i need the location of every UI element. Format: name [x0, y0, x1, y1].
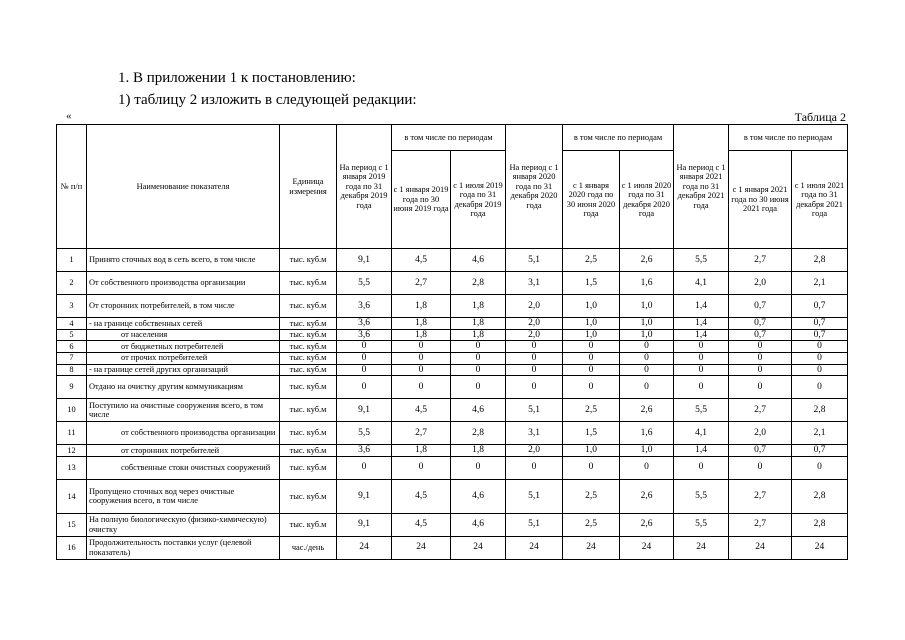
value-cell: 1,6 — [620, 422, 674, 445]
value-cell: 2,0 — [506, 295, 563, 318]
value-cell: 1,0 — [620, 329, 674, 341]
value-cell: 4,6 — [451, 399, 506, 422]
wastewater-table — [56, 124, 848, 560]
table-row — [57, 341, 848, 353]
header-unit: Единица измерения — [280, 125, 337, 249]
value-cell: 2,6 — [620, 399, 674, 422]
value-cell: 2,8 — [792, 513, 848, 536]
value-cell: 0,7 — [729, 318, 792, 330]
unit-cell: тыс. куб.м — [280, 352, 337, 364]
header-period-2021: На период с 1 января 2021 года по 31 декабря 2021 года — [674, 125, 729, 249]
header-h2-2021: с 1 июля 2021 года по 31 декабря 2021 года — [792, 151, 848, 249]
value-cell: 0 — [337, 364, 392, 376]
value-cell: 0 — [392, 352, 451, 364]
table-row — [57, 295, 848, 318]
value-cell: 24 — [729, 536, 792, 559]
value-cell: 3,1 — [506, 422, 563, 445]
value-cell: 4,5 — [392, 479, 451, 513]
header-period-2019: На период с 1 января 2019 года по 31 декабря 2019 года — [337, 125, 392, 249]
value-cell: 0 — [792, 456, 848, 479]
indicator-name: Продолжительность поставки услуг (целевой показатель) — [87, 536, 280, 559]
indicator-name: от сторонних потребителей — [87, 445, 280, 457]
unit-cell: тыс. куб.м — [280, 456, 337, 479]
table-row — [57, 376, 848, 399]
row-number: 7 — [57, 352, 87, 364]
value-cell: 4,5 — [392, 399, 451, 422]
table-row — [57, 479, 848, 513]
value-cell: 24 — [337, 536, 392, 559]
value-cell: 1,8 — [451, 318, 506, 330]
indicator-name: от собственного производства организации — [87, 422, 280, 445]
value-cell: 0 — [620, 376, 674, 399]
value-cell: 0 — [337, 376, 392, 399]
table-row — [57, 249, 848, 272]
header-period-2020: На период с 1 января 2020 года по 31 декабря 2020 года — [506, 125, 563, 249]
row-number: 3 — [57, 295, 87, 318]
value-cell: 1,8 — [392, 295, 451, 318]
value-cell: 1,8 — [392, 318, 451, 330]
table-row — [57, 513, 848, 536]
value-cell: 9,1 — [337, 479, 392, 513]
unit-cell: тыс. куб.м — [280, 445, 337, 457]
value-cell: 0 — [792, 364, 848, 376]
indicator-name: от прочих потребителей — [87, 352, 280, 364]
value-cell: 24 — [620, 536, 674, 559]
value-cell: 1,8 — [392, 445, 451, 457]
value-cell: 1,5 — [563, 272, 620, 295]
value-cell: 0 — [392, 456, 451, 479]
value-cell: 2,7 — [729, 513, 792, 536]
value-cell: 0 — [506, 341, 563, 353]
value-cell: 5,5 — [674, 479, 729, 513]
value-cell: 1,4 — [674, 318, 729, 330]
value-cell: 0 — [451, 364, 506, 376]
value-cell: 1,0 — [620, 318, 674, 330]
table-row — [57, 445, 848, 457]
row-number: 11 — [57, 422, 87, 445]
value-cell: 2,0 — [506, 329, 563, 341]
value-cell: 1,8 — [392, 329, 451, 341]
indicator-name: - на границе сетей других организаций — [87, 364, 280, 376]
value-cell: 0 — [451, 456, 506, 479]
value-cell: 24 — [674, 536, 729, 559]
row-number: 2 — [57, 272, 87, 295]
value-cell: 0 — [451, 341, 506, 353]
opening-quote: « — [66, 110, 72, 122]
value-cell: 1,0 — [563, 295, 620, 318]
value-cell: 1,4 — [674, 329, 729, 341]
table-row — [57, 422, 848, 445]
value-cell: 5,1 — [506, 249, 563, 272]
row-number: 6 — [57, 341, 87, 353]
value-cell: 0 — [563, 341, 620, 353]
table-row — [57, 352, 848, 364]
value-cell: 2,5 — [563, 399, 620, 422]
value-cell: 2,0 — [729, 422, 792, 445]
value-cell: 1,8 — [451, 329, 506, 341]
value-cell: 3,6 — [337, 329, 392, 341]
value-cell: 0,7 — [792, 295, 848, 318]
unit-cell: час./день — [280, 536, 337, 559]
amendment-subpoint-1: 1) таблицу 2 изложить в следующей редакции: — [118, 92, 417, 108]
table-row — [57, 456, 848, 479]
value-cell: 0 — [337, 341, 392, 353]
unit-cell: тыс. куб.м — [280, 341, 337, 353]
value-cell: 24 — [392, 536, 451, 559]
table-row — [57, 536, 848, 559]
indicator-name: От сторонних потребителей, в том числе — [87, 295, 280, 318]
indicator-name: На полную биологическую (физико-химическую) очистку — [87, 513, 280, 536]
value-cell: 1,0 — [620, 445, 674, 457]
row-number: 5 — [57, 329, 87, 341]
unit-cell: тыс. куб.м — [280, 376, 337, 399]
value-cell: 2,6 — [620, 513, 674, 536]
header-h1-2019: с 1 января 2019 года по 30 июня 2019 года — [392, 151, 451, 249]
indicator-name: Пропущено сточных вод через очистные сооружения всего, в том числе — [87, 479, 280, 513]
value-cell: 2,7 — [729, 399, 792, 422]
value-cell: 0,7 — [729, 329, 792, 341]
value-cell: 2,6 — [620, 249, 674, 272]
value-cell: 1,4 — [674, 295, 729, 318]
row-number: 13 — [57, 456, 87, 479]
value-cell: 0 — [563, 352, 620, 364]
value-cell: 0 — [563, 456, 620, 479]
row-number: 12 — [57, 445, 87, 457]
header-num: № п/п — [57, 125, 87, 249]
value-cell: 2,7 — [392, 422, 451, 445]
value-cell: 24 — [563, 536, 620, 559]
value-cell: 0 — [620, 352, 674, 364]
unit-cell: тыс. куб.м — [280, 364, 337, 376]
value-cell: 1,5 — [563, 422, 620, 445]
value-cell: 9,1 — [337, 249, 392, 272]
row-number: 14 — [57, 479, 87, 513]
value-cell: 1,4 — [674, 445, 729, 457]
value-cell: 5,5 — [674, 399, 729, 422]
indicator-name: от бюджетных потребителей — [87, 341, 280, 353]
row-number: 8 — [57, 364, 87, 376]
value-cell: 0 — [729, 352, 792, 364]
row-number: 15 — [57, 513, 87, 536]
value-cell: 0 — [337, 456, 392, 479]
value-cell: 1,0 — [563, 329, 620, 341]
indicator-name: собственные стоки очистных сооружений — [87, 456, 280, 479]
value-cell: 0,7 — [729, 445, 792, 457]
value-cell: 2,7 — [392, 272, 451, 295]
row-number: 1 — [57, 249, 87, 272]
value-cell: 1,8 — [451, 295, 506, 318]
value-cell: 0 — [392, 376, 451, 399]
value-cell: 0 — [563, 364, 620, 376]
value-cell: 0 — [729, 364, 792, 376]
value-cell: 2,7 — [729, 249, 792, 272]
value-cell: 5,5 — [674, 249, 729, 272]
unit-cell: тыс. куб.м — [280, 479, 337, 513]
value-cell: 4,6 — [451, 479, 506, 513]
header-h1-2021: с 1 января 2021 года по 30 июня 2021 года — [729, 151, 792, 249]
value-cell: 0,7 — [792, 318, 848, 330]
value-cell: 9,1 — [337, 513, 392, 536]
indicator-name: Отдано на очистку другим коммуникациям — [87, 376, 280, 399]
amendment-point-1: 1. В приложении 1 к постановлению: — [118, 70, 356, 86]
value-cell: 1,0 — [563, 445, 620, 457]
value-cell: 0 — [729, 376, 792, 399]
table-row — [57, 318, 848, 330]
value-cell: 5,5 — [337, 272, 392, 295]
value-cell: 5,5 — [674, 513, 729, 536]
header-h2-2019: с 1 июля 2019 года по 31 декабря 2019 года — [451, 151, 506, 249]
value-cell: 4,6 — [451, 513, 506, 536]
row-number: 10 — [57, 399, 87, 422]
value-cell: 5,1 — [506, 399, 563, 422]
unit-cell: тыс. куб.м — [280, 422, 337, 445]
value-cell: 2,7 — [729, 479, 792, 513]
value-cell: 2,1 — [792, 272, 848, 295]
value-cell: 1,6 — [620, 272, 674, 295]
value-cell: 4,5 — [392, 513, 451, 536]
unit-cell: тыс. куб.м — [280, 513, 337, 536]
value-cell: 0 — [674, 341, 729, 353]
value-cell: 3,6 — [337, 318, 392, 330]
value-cell: 0 — [620, 364, 674, 376]
header-h1-2020: с 1 января 2020 года по 30 июня 2020 года — [563, 151, 620, 249]
value-cell: 0 — [620, 456, 674, 479]
value-cell: 2,8 — [792, 249, 848, 272]
row-number: 4 — [57, 318, 87, 330]
unit-cell: тыс. куб.м — [280, 329, 337, 341]
indicator-name: Поступило на очистные сооружения всего, в том числе — [87, 399, 280, 422]
value-cell: 2,8 — [792, 399, 848, 422]
value-cell: 0 — [729, 456, 792, 479]
table-row — [57, 399, 848, 422]
value-cell: 2,8 — [792, 479, 848, 513]
value-cell: 0 — [674, 376, 729, 399]
value-cell: 0 — [792, 341, 848, 353]
header-h2-2020: с 1 июля 2020 года по 31 декабря 2020 года — [620, 151, 674, 249]
unit-cell: тыс. куб.м — [280, 272, 337, 295]
value-cell: 0 — [392, 341, 451, 353]
value-cell: 0 — [674, 352, 729, 364]
value-cell: 2,5 — [563, 249, 620, 272]
row-number: 9 — [57, 376, 87, 399]
table-row — [57, 364, 848, 376]
value-cell: 2,8 — [451, 422, 506, 445]
header-sub-2019: в том числе по периодам — [392, 125, 506, 151]
value-cell: 0 — [506, 456, 563, 479]
table-caption: Таблица 2 — [794, 110, 846, 124]
value-cell: 2,1 — [792, 422, 848, 445]
value-cell: 0 — [506, 376, 563, 399]
indicator-name: - на границе собственных сетей — [87, 318, 280, 330]
unit-cell: тыс. куб.м — [280, 295, 337, 318]
value-cell: 24 — [792, 536, 848, 559]
unit-cell: тыс. куб.м — [280, 399, 337, 422]
value-cell: 0 — [620, 341, 674, 353]
value-cell: 5,5 — [337, 422, 392, 445]
value-cell: 2,6 — [620, 479, 674, 513]
table-row — [57, 272, 848, 295]
value-cell: 0 — [506, 364, 563, 376]
value-cell: 0,7 — [792, 329, 848, 341]
table-row — [57, 329, 848, 341]
value-cell: 24 — [451, 536, 506, 559]
indicator-name: от населения — [87, 329, 280, 341]
value-cell: 4,1 — [674, 272, 729, 295]
value-cell: 1,8 — [451, 445, 506, 457]
value-cell: 2,8 — [451, 272, 506, 295]
value-cell: 5,1 — [506, 479, 563, 513]
value-cell: 2,5 — [563, 479, 620, 513]
row-number: 16 — [57, 536, 87, 559]
indicator-name: Принято сточных вод в сеть всего, в том числе — [87, 249, 280, 272]
value-cell: 3,6 — [337, 295, 392, 318]
value-cell: 0 — [392, 364, 451, 376]
value-cell: 0 — [506, 352, 563, 364]
value-cell: 3,1 — [506, 272, 563, 295]
header-sub-2020: в том числе по периодам — [563, 125, 674, 151]
value-cell: 0 — [337, 352, 392, 364]
value-cell: 2,0 — [506, 318, 563, 330]
value-cell: 0 — [674, 364, 729, 376]
value-cell: 0,7 — [792, 445, 848, 457]
value-cell: 2,0 — [729, 272, 792, 295]
unit-cell: тыс. куб.м — [280, 249, 337, 272]
value-cell: 3,6 — [337, 445, 392, 457]
value-cell: 0 — [792, 352, 848, 364]
header-sub-2021: в том числе по периодам — [729, 125, 848, 151]
value-cell: 9,1 — [337, 399, 392, 422]
value-cell: 4,1 — [674, 422, 729, 445]
value-cell: 0 — [563, 376, 620, 399]
value-cell: 0 — [729, 341, 792, 353]
value-cell: 0 — [451, 376, 506, 399]
value-cell: 4,6 — [451, 249, 506, 272]
value-cell: 24 — [506, 536, 563, 559]
value-cell: 0,7 — [729, 295, 792, 318]
value-cell: 1,0 — [620, 295, 674, 318]
value-cell: 2,0 — [506, 445, 563, 457]
value-cell: 0 — [792, 376, 848, 399]
value-cell: 0 — [674, 456, 729, 479]
value-cell: 5,1 — [506, 513, 563, 536]
value-cell: 1,0 — [563, 318, 620, 330]
header-name: Наименование показателя — [87, 125, 280, 249]
value-cell: 2,5 — [563, 513, 620, 536]
value-cell: 0 — [451, 352, 506, 364]
value-cell: 4,5 — [392, 249, 451, 272]
indicator-name: От собственного производства организации — [87, 272, 280, 295]
unit-cell: тыс. куб.м — [280, 318, 337, 330]
